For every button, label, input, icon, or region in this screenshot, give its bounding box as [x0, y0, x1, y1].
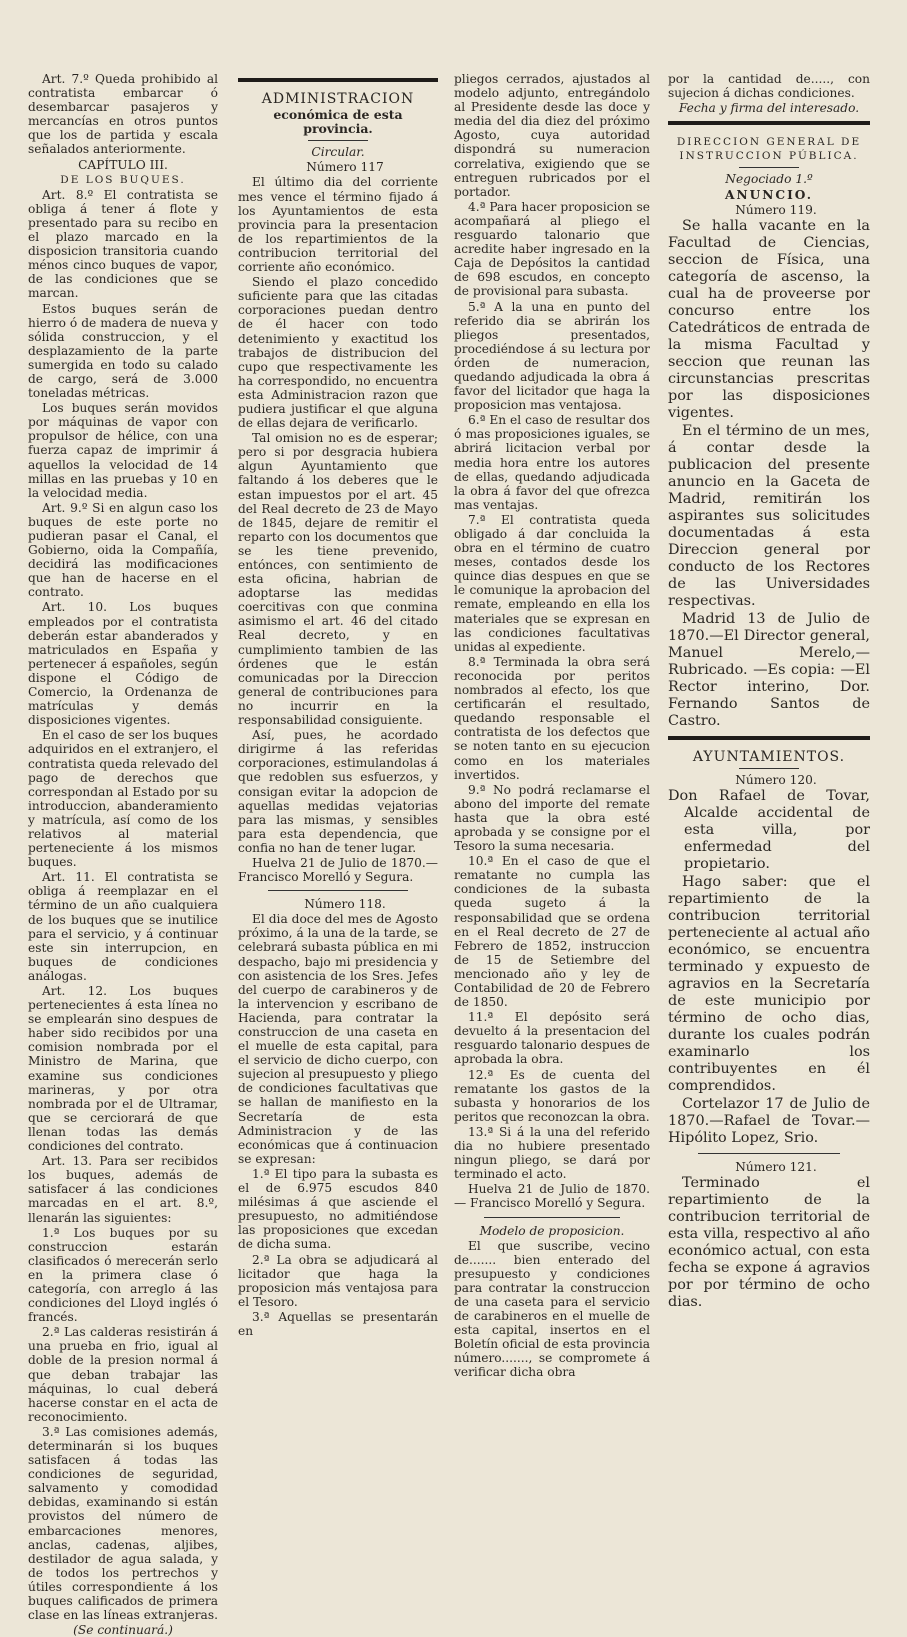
negociado-label: Negociado 1.º [725, 172, 813, 187]
paragraph-118-1: El dia doce del mes de Agosto próximo, á la una de la tarde, se celebrará subasta pública en mi despacho, bajo mi presidencia y con asistencia de los Sres. Jefes del cuerpo de carabineros y de la intervencion y escribano de Hacienda, para contratar la construccion de una caseta en el muelle de esta capital, para el servicio de dicho cuerpo, con sujecion al presupuesto y pliego de condiciones facultativas que se hallan de manifiesto en la Secretaría de esta Administracion y de las económicas que á continuacion se expresan: [238, 912, 438, 1166]
divider [308, 140, 368, 141]
article-11: Art. 11. El contratista se obliga á reemplazar en el término de un año cualquiera de los buques que se inutilice para el servicio, y á continuar este sin interrupcion, en buques de condiciones análogas. [28, 870, 218, 983]
section-rule [668, 736, 870, 740]
chapter-subtitle: DE LOS BUQUES. [60, 173, 186, 186]
paragraph-117-2: Siendo el plazo concedido suficiente para que las citadas corporaciones puedan dentro de él hacer con todo detenimiento y exactitud los trabajos de distribucion del cupo que respectivamente les ha correspondido, no encuentra esta Administracion razon que pudiera justificar el que alguna de ellas dejara de verificarlo. [238, 275, 438, 431]
article-12: Art. 12. Los buques pertenecientes á esta línea no se emplearán sino despues de haber sido recibidos por una comision nombrada por el Ministro de Marina, que examine sus condiciones marineras, y por otra nombrada por el de Ultramar, que se cerciorará de que llenan todas las demás condiciones del contrato. [28, 984, 218, 1154]
divider [739, 167, 799, 168]
paragraph-continuation: pliegos cerrados, ajustados al modelo adjunto, entregándolo al Presidente desde las doce y media del dia diez del próximo Agosto, cuya autoridad dispondrá su numeracion correlativa, exigiendo que se entreguen rubricados por el portador. [454, 72, 650, 199]
number-118: Número 118. [304, 897, 386, 912]
column-2 [238, 72, 438, 1338]
condition-118-7: 7.ª El contratista queda obligado á dar concluida la obra en el término de cuatro meses, contados desde los quince dias despues en que se le comunique la aprobacion del remate, empleando en ella los materiales que se expresan en las condiciones facultativas unidas al expediente. [454, 512, 650, 654]
signature-119: Madrid 13 de Julio de 1870.—El Director general, Manuel Merelo,—Rubricado. —Es copia: —El Rector interino, Dor. Fernando Santos de Castro. [668, 610, 870, 729]
paragraph-117-3: Tal omision no es de esperar; pero si por desgracia hubiera algun Ayuntamiento que faltando á los deberes que le estan impuestos por el art. 45 del Real decreto de 23 de Mayo de 1845, dejare de remitir el reparto con los documentos que se les tiene prevenido, entónces, con sentimiento de esta oficina, habrian de adoptarse las medidas coercitivas con que conmina asimismo el art. 46 del citado Real decreto, y en cumplimiento tambien de las órdenes que le están comunicadas por la Direccion general de contribuciones para no incurrir en la responsabilidad consiguiente. [238, 431, 438, 728]
condition-118-12: 12.ª Es de cuenta del rematante los gastos de la subasta y honorarios de los peritos que reconozcan la obra. [454, 1067, 650, 1124]
paragraph-117-1: El último dia del corriente mes vence el término fijado á los Ayuntamientos de esta provincia para la presentacion de los repartimientos de la contribucion territorial del corriente año económico. [238, 175, 438, 275]
signature-118: Huelva 21 de Julio de 1870.— Francisco Morelló y Segura. [454, 1182, 650, 1211]
article-13: Art. 13. Para ser recibidos los buques, además de satisfacer á las condiciones marcadas en el art. 8.º, llenarán las siguientes: [28, 1154, 218, 1225]
paragraph-119-2: En el término de un mes, á contar desde la publicacion del presente anuncio en la Gaceta de Madrid, remitirán los aspirantes sus solicitudes documentadas á esta Direccion general por conducto de los Rectores de las Universidades respectivas. [668, 422, 870, 609]
paragraph-extranjero: En el caso de ser los buques adquiridos en el extranjero, el contratista queda relevado del pago de derechos que correspondan al Estado por su introduccion, abanderamiento y matrícula, así como de los relativos al material perteneciente á los mismos buques. [28, 728, 218, 870]
condition-118-6: 6.ª En el caso de resultar dos ó mas proposiciones iguales, se abrirá licitacion verbal por media hora entre los autores de ellas, quedando adjudicada la obra á favor del que ofrezca mas ventajas. [454, 413, 650, 512]
number-117: Número 117 [306, 160, 384, 175]
condition-118-2: 2.ª La obra se adjudicará al licitador que haga la proposicion más ventajosa para el Tesoro. [238, 1252, 438, 1309]
number-119: Número 119. [735, 202, 817, 217]
column-1 [28, 72, 218, 1637]
divider [268, 890, 408, 891]
condition-118-4: 4.ª Para hacer proposicion se acompañará al pliego el resguardo talonario que acredite haber ingresado en la Caja de Depósitos la cantidad de 698 escudos, en concepto de provisional para subasta. [454, 199, 650, 299]
condition-118-5: 5.ª A la una en punto del referido dia se abrirán los pliegos presentados, procediéndose á su lectura por órden de numeracion, quedando adjudicada la obra á favor del licitador que haga la proposicion mas ventajosa. [454, 299, 650, 413]
article-7: Art. 7.º Queda prohibido al contratista embarcar ó desembarcar pasajeros y mercancías en otros puntos que los de partida y escala señalados anteriormente. [28, 72, 218, 157]
column-3 [454, 72, 650, 1380]
direccion-heading: DIRECCION GENERAL DE INSTRUCCION PÚBLICA. [676, 136, 862, 163]
paragraph-119-1: Se halla vacante en la Facultad de Ciencias, seccion de Física, una categoría de ascenso, la cual ha de proveerse por concurso entre los Catedráticos de entrada de la misma Facultad y seccion que reunan las circunstancias prescritas por las disposiciones vigentes. [668, 217, 870, 421]
divider [698, 1153, 840, 1154]
condition-118-3: 3.ª Aquellas se presentarán en [238, 1309, 438, 1338]
divider [739, 768, 799, 769]
circular-label: Circular. [311, 145, 365, 160]
continuation-note: (Se continuará.) [73, 1623, 173, 1637]
article-8: Art. 8.º El contratista se obliga á tener á flote y presentado para su recibo en el plazo marcado en la disposicion transitoria cuando ménos cinco buques de vapor, de las condiciones que se marcan. [28, 187, 218, 301]
paragraph-hierro: Estos buques serán de hierro ó de madera de nueva y sólida construccion, y el desplazamiento de la parte sumergida en todo su calado de cargo, será de 3.000 toneladas métricas. [28, 301, 218, 401]
article-9: Art. 9.º Si en algun caso los buques de este porte no pudieran pasar el Canal, el Gobierno, oida la Compañía, decidirá las modificaciones que han de hacerse en el contrato. [28, 500, 218, 600]
condition-118-1: 1.ª El tipo para la subasta es el de 6.975 escudos 840 milésimas á que asciende el presupuesto, no admitiéndose las proposiciones que excedan de dicha suma. [238, 1166, 438, 1252]
section-rule [238, 78, 438, 82]
date-signature-note: Fecha y firma del interesado. [678, 101, 860, 116]
condition-118-13: 13.ª Si á la una del referido dia no hubiere presentado ningun pliego, se dará por terminado el acto. [454, 1124, 650, 1182]
section-heading: ADMINISTRACION [261, 91, 415, 107]
condition-118-8: 8.ª Terminada la obra será reconocida por peritos nombrados al efecto, los que certificarán el resultado, quedando responsable el contratista de los defectos que se noten tanto en su ejecucion como en los materiales invertidos. [454, 654, 650, 782]
column-4 [668, 72, 870, 1311]
divider [484, 1217, 620, 1218]
condition-118-9: 9.ª No podrá reclamarse el abono del importe del remate hasta que la obra esté aprobada y se consigne por el Tesoro la suma necesaria. [454, 782, 650, 854]
condition-2: 2.ª Las calderas resistirán á una prueba en frio, igual al doble de la presion normal á que deban trabajar las máquinas, lo cual deberá hacerse constar en el acta de reconocimiento. [28, 1325, 218, 1424]
modelo-title: Modelo de proposicion. [479, 1223, 625, 1238]
modelo-text: El que suscribe, vecino de....... bien enterado del presupuesto y condiciones para contratar la construccion de una caseta para el servicio de carabineros en el muelle de esta capital, insertos en el Boletín oficial de esta provincia número......., se compromete á verificar dicha obra [454, 1238, 650, 1380]
condition-1: 1.ª Los buques por su construccion estarán clasificados ó merecerán serlo en la primera clase ó categoría, con arreglo á las condiciones del Lloyd inglés ó francés. [28, 1225, 218, 1325]
paragraph-continuation: por la cantidad de....., con sujecion á dichas condiciones. [668, 72, 870, 101]
paragraph-vapor: Los buques serán movidos por máquinas de vapor con propulsor de hélice, con una fuerza capaz de imprimir á aquellos la velocidad de 14 millas en las pruebas y 10 en la velocidad media. [28, 401, 218, 500]
condition-118-11: 11.ª El depósito será devuelto á la presentacion del resguardo talonario despues de aprobada la obra. [454, 1010, 650, 1067]
anuncio-heading: ANUNCIO. [725, 187, 813, 202]
number-120: Número 120. [735, 772, 817, 787]
section-rule [668, 121, 870, 125]
paragraph-117-4: Así, pues, he acordado dirigirme á las referidas corporaciones, estimulandolas á que redoblen sus esfuerzos, y consigan evitar la adopcion de aquellas medidas vejatorias para las mismas, y sensibles para esta dependencia, que confia no han de tener lugar. [238, 728, 438, 855]
paragraph-120-2: Hago saber: que el repartimiento de la contribucion territorial perteneciente al actual año económico, se encuentra terminado y expuesto de agravios en la Secretaría de este municipio por término de ocho dias, durante los cuales podrán examinarlo los contribuyentes en él comprendidos. [668, 873, 870, 1094]
signature-117: Huelva 21 de Julio de 1870.— Francisco Morelló y Segura. [238, 855, 438, 885]
article-10: Art. 10. Los buques empleados por el contratista deberán estar abanderados y matriculados en España y pertenecer á españoles, según dispone el Código de Comercio, la Ordenanza de matrículas y demás disposiciones vigentes. [28, 600, 218, 728]
number-121: Número 121. [735, 1159, 817, 1174]
condition-118-10: 10.ª En el caso de que el rematante no cumpla las condiciones de la subasta queda sugeto á la responsabilidad que se ordena en el Real decreto de 27 de Febrero de 1852, instruccion de 15 de Setiembre del mencionado año y ley de Contabilidad de 20 de Febrero de 1850. [454, 854, 650, 1010]
signature-120: Cortelazor 17 de Julio de 1870.—Rafael de Tovar.— Hipólito Lopez, Srio. [668, 1095, 870, 1146]
condition-3: 3.ª Las comisiones además, determinarán si los buques satisfacen á todas las condiciones de seguridad, salvamento y comodidad debidas, examinando si están provistos del número de embarcaciones menores, anclas, cadenas, aljibes, destilador de agua salada, y de todos los pertrechos y útiles correspondiente á los buques calificados de primera clase en las líneas extranjeras. [28, 1424, 218, 1623]
paragraph-121: Terminado el repartimiento de la contribucion territorial de esta villa, respectivo al año económico actual, con esta fecha se expone á agravios por por término de ocho dias. [668, 1175, 870, 1311]
chapter-title: CAPÍTULO III. [78, 157, 168, 172]
section-subheading: económica de esta provincia. [273, 107, 403, 137]
ayuntamientos-heading: AYUNTAMIENTOS. [692, 748, 846, 765]
paragraph-120-1: Don Rafael de Tovar, Alcalde accidental de esta villa, por enfermedad del propietario. [668, 787, 870, 872]
